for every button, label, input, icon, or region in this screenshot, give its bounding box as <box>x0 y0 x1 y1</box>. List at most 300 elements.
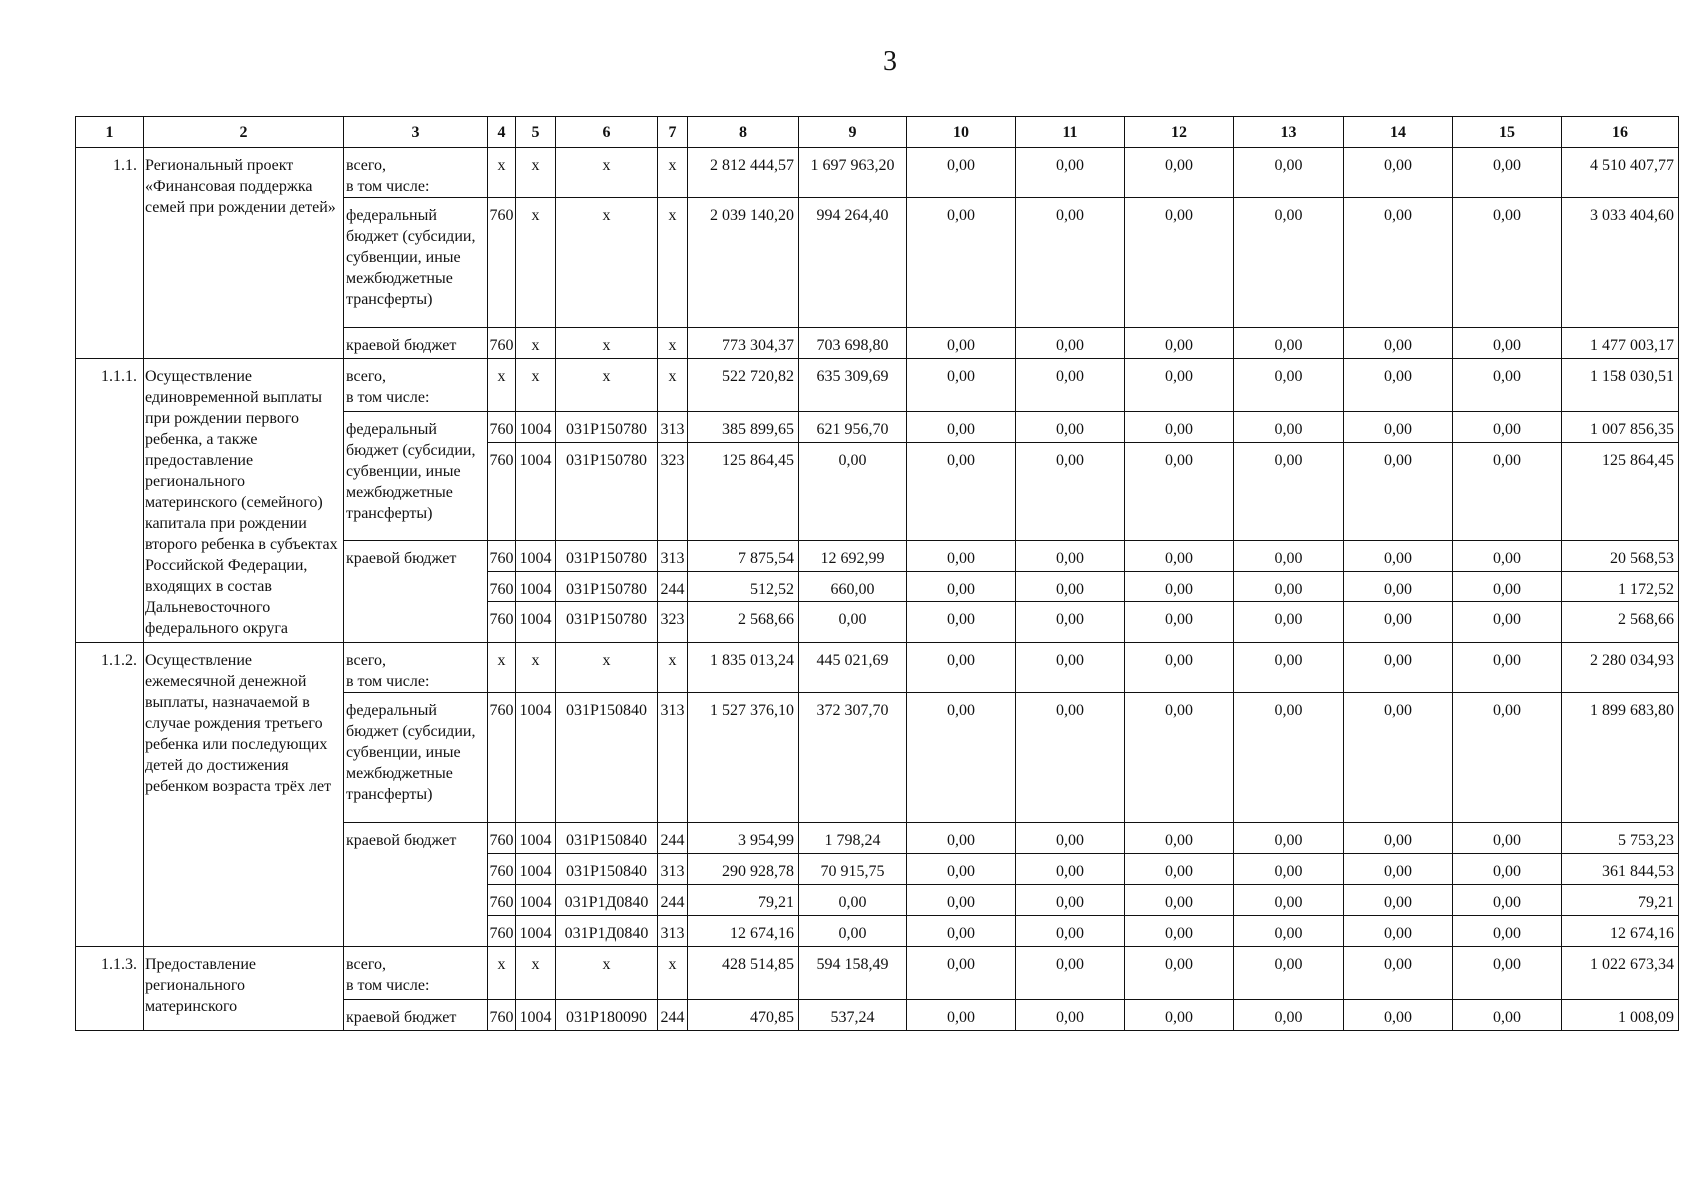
cell-c13 <box>1234 1000 1344 1031</box>
cell-c14 <box>1344 443 1453 541</box>
funding-source-text: краевой бюджет <box>346 337 457 354</box>
cell-csr <box>556 412 658 443</box>
cell-c14-text: 0,00 <box>1384 207 1412 224</box>
cell-c16-text: 1 008,09 <box>1618 1009 1674 1026</box>
cell-c13 <box>1234 885 1344 916</box>
cell-c11-text: 0,00 <box>1056 702 1084 719</box>
cell-c10-text: 0,00 <box>947 611 975 628</box>
cell-c13 <box>1234 947 1344 1000</box>
cell-c13 <box>1234 443 1344 541</box>
funding-source <box>344 541 488 643</box>
cell-c13-text: 0,00 <box>1274 956 1303 973</box>
cell-c11-text: 0,00 <box>1056 581 1084 598</box>
cell-c11 <box>1016 854 1125 885</box>
cell-c8-text: 428 514,85 <box>722 956 794 973</box>
cell-rzpr <box>516 412 556 443</box>
cell-csr <box>556 823 658 854</box>
cell-grbs-text: 760 <box>489 550 514 567</box>
cell-c16 <box>1562 693 1679 823</box>
cell-csr-text: 031P150840 <box>566 832 647 849</box>
cell-c14 <box>1344 947 1453 1000</box>
cell-c15-text: 0,00 <box>1493 652 1521 669</box>
cell-c8 <box>688 947 799 1000</box>
column-header-3: 3 <box>344 117 488 148</box>
cell-rzpr-text: 1004 <box>519 421 552 438</box>
cell-c15-text: 0,00 <box>1493 581 1521 598</box>
cell-c14 <box>1344 359 1453 412</box>
cell-vr <box>658 916 688 947</box>
column-header-15: 15 <box>1453 117 1562 148</box>
cell-c9-text: 1 697 963,20 <box>810 157 895 174</box>
cell-c16-text: 79,21 <box>1638 894 1674 911</box>
cell-vr-text: 313 <box>660 702 685 719</box>
cell-c11 <box>1016 359 1125 412</box>
cell-c16-text: 1 899 683,80 <box>1590 702 1674 719</box>
cell-c11 <box>1016 947 1125 1000</box>
section-number <box>76 643 144 947</box>
cell-rzpr-text: 1004 <box>519 550 552 567</box>
cell-c14-text: 0,00 <box>1384 550 1412 567</box>
cell-c14-text: 0,00 <box>1384 337 1412 354</box>
cell-c8-text: 2 039 140,20 <box>710 207 794 224</box>
cell-c14 <box>1344 412 1453 443</box>
cell-grbs <box>488 328 516 359</box>
funding-source <box>344 328 488 359</box>
cell-c9-text: 594 158,49 <box>816 956 889 973</box>
cell-rzpr <box>516 572 556 602</box>
cell-c13 <box>1234 854 1344 885</box>
cell-c11-text: 0,00 <box>1056 863 1084 880</box>
cell-c10 <box>907 916 1016 947</box>
cell-c13-text: 0,00 <box>1274 863 1303 880</box>
cell-c12 <box>1125 359 1234 412</box>
cell-c15 <box>1453 947 1562 1000</box>
cell-c9-text: 445 021,69 <box>816 652 889 669</box>
cell-c12 <box>1125 916 1234 947</box>
cell-c8-text: 2 812 444,57 <box>710 157 794 174</box>
cell-csr <box>556 602 658 643</box>
funding-source-text: федеральный бюджет (субсидии, субвенции, иные межбюджетные трансферты) <box>346 702 476 803</box>
cell-c14 <box>1344 328 1453 359</box>
cell-csr <box>556 643 658 693</box>
cell-c11-text: 0,00 <box>1056 832 1084 849</box>
cell-grbs-text: 760 <box>489 1009 514 1026</box>
cell-c9-text: 0,00 <box>838 925 867 942</box>
cell-c13 <box>1234 541 1344 572</box>
cell-c11-text: 0,00 <box>1056 1009 1084 1026</box>
cell-c13 <box>1234 198 1344 328</box>
cell-c15 <box>1453 443 1562 541</box>
cell-c12 <box>1125 412 1234 443</box>
cell-grbs <box>488 359 516 412</box>
cell-rzpr <box>516 602 556 643</box>
cell-c11-text: 0,00 <box>1056 550 1084 567</box>
cell-c13-text: 0,00 <box>1274 421 1303 438</box>
cell-grbs-text: 760 <box>489 702 514 719</box>
cell-vr <box>658 643 688 693</box>
cell-vr-text: x <box>668 337 677 354</box>
cell-c12-text: 0,00 <box>1165 421 1193 438</box>
cell-c8 <box>688 359 799 412</box>
cell-c8 <box>688 643 799 693</box>
cell-grbs <box>488 602 516 643</box>
cell-c8-text: 12 674,16 <box>730 925 794 942</box>
cell-c13-text: 0,00 <box>1274 1009 1303 1026</box>
cell-rzpr <box>516 947 556 1000</box>
cell-c10-text: 0,00 <box>947 652 975 669</box>
cell-c9 <box>799 947 907 1000</box>
table-body <box>76 148 1679 1031</box>
cell-vr <box>658 359 688 412</box>
cell-c11 <box>1016 443 1125 541</box>
cell-csr-text: x <box>602 956 611 973</box>
column-header-9: 9 <box>799 117 907 148</box>
cell-c12 <box>1125 148 1234 198</box>
cell-rzpr-text: 1004 <box>519 702 552 719</box>
cell-c12 <box>1125 198 1234 328</box>
cell-c15-text: 0,00 <box>1493 1009 1521 1026</box>
cell-csr <box>556 148 658 198</box>
cell-c9-text: 660,00 <box>830 581 875 598</box>
cell-c15 <box>1453 1000 1562 1031</box>
cell-c11 <box>1016 643 1125 693</box>
cell-c14-text: 0,00 <box>1384 832 1412 849</box>
cell-rzpr <box>516 443 556 541</box>
cell-c12-text: 0,00 <box>1165 337 1193 354</box>
cell-c16-text: 1 158 030,51 <box>1590 368 1674 385</box>
cell-c12-text: 0,00 <box>1165 863 1193 880</box>
cell-c13-text: 0,00 <box>1274 652 1303 669</box>
cell-c12 <box>1125 854 1234 885</box>
cell-c14 <box>1344 602 1453 643</box>
cell-c12 <box>1125 693 1234 823</box>
cell-c15-text: 0,00 <box>1493 702 1521 719</box>
cell-c14-text: 0,00 <box>1384 702 1412 719</box>
cell-c10 <box>907 198 1016 328</box>
cell-vr <box>658 885 688 916</box>
cell-c10 <box>907 572 1016 602</box>
cell-c14-text: 0,00 <box>1384 894 1412 911</box>
cell-csr <box>556 693 658 823</box>
cell-c10-text: 0,00 <box>947 702 975 719</box>
cell-csr <box>556 198 658 328</box>
cell-c11 <box>1016 885 1125 916</box>
cell-vr <box>658 693 688 823</box>
cell-c8-text: 125 864,45 <box>722 452 794 469</box>
funding-source <box>344 198 488 328</box>
cell-rzpr <box>516 148 556 198</box>
section-name-text: Осуществление ежемесячной денежной выплаты, назначаемой в случае рождения третьего ребенка или последующих детей до достижения ребенком возраста трёх лет <box>145 652 332 795</box>
cell-c14-text: 0,00 <box>1384 1009 1412 1026</box>
cell-c12 <box>1125 541 1234 572</box>
cell-grbs <box>488 412 516 443</box>
cell-c9 <box>799 541 907 572</box>
cell-c10 <box>907 693 1016 823</box>
cell-csr <box>556 916 658 947</box>
cell-c14-text: 0,00 <box>1384 157 1412 174</box>
cell-c12-text: 0,00 <box>1165 652 1193 669</box>
cell-vr <box>658 572 688 602</box>
cell-c8-text: 470,85 <box>750 1009 794 1026</box>
cell-c15 <box>1453 541 1562 572</box>
column-header-13: 13 <box>1234 117 1344 148</box>
cell-c11 <box>1016 693 1125 823</box>
page-number: 3 <box>883 46 897 77</box>
cell-c16-text: 20 568,53 <box>1610 550 1674 567</box>
cell-rzpr-text: 1004 <box>519 581 552 598</box>
cell-c9-text: 70 915,75 <box>820 863 885 880</box>
funding-source <box>344 823 488 947</box>
cell-c15-text: 0,00 <box>1493 207 1521 224</box>
cell-c10-text: 0,00 <box>947 157 975 174</box>
cell-c12 <box>1125 823 1234 854</box>
cell-grbs-text: 760 <box>489 581 514 598</box>
cell-c9 <box>799 643 907 693</box>
cell-c10 <box>907 359 1016 412</box>
cell-c15-text: 0,00 <box>1493 550 1521 567</box>
cell-c14 <box>1344 643 1453 693</box>
cell-c13 <box>1234 328 1344 359</box>
cell-grbs <box>488 541 516 572</box>
cell-vr-text: 244 <box>660 1009 685 1026</box>
cell-vr <box>658 443 688 541</box>
cell-c10 <box>907 643 1016 693</box>
cell-c10 <box>907 602 1016 643</box>
cell-c11-text: 0,00 <box>1056 368 1084 385</box>
cell-csr <box>556 359 658 412</box>
cell-rzpr <box>516 854 556 885</box>
cell-c10-text: 0,00 <box>947 368 975 385</box>
cell-c9 <box>799 823 907 854</box>
cell-c15 <box>1453 412 1562 443</box>
funding-source-text: краевой бюджет <box>346 550 457 567</box>
cell-c15-text: 0,00 <box>1493 894 1521 911</box>
cell-rzpr <box>516 693 556 823</box>
cell-vr-text: x <box>668 652 677 669</box>
cell-c9 <box>799 198 907 328</box>
cell-rzpr <box>516 328 556 359</box>
cell-vr-text: 323 <box>660 611 685 628</box>
cell-c10 <box>907 443 1016 541</box>
cell-c13 <box>1234 823 1344 854</box>
cell-vr <box>658 947 688 1000</box>
cell-c8 <box>688 198 799 328</box>
cell-rzpr-text: x <box>531 652 540 669</box>
funding-source <box>344 947 488 1000</box>
cell-c16 <box>1562 854 1679 885</box>
cell-c15-text: 0,00 <box>1493 452 1521 469</box>
cell-c9 <box>799 916 907 947</box>
cell-c12-text: 0,00 <box>1165 581 1193 598</box>
cell-c16-text: 3 033 404,60 <box>1590 207 1674 224</box>
funding-source-text: всего, в том числе: <box>346 652 430 690</box>
cell-c15 <box>1453 885 1562 916</box>
cell-c15 <box>1453 916 1562 947</box>
cell-c13 <box>1234 412 1344 443</box>
cell-c8-text: 7 875,54 <box>738 550 794 567</box>
cell-c9-text: 0,00 <box>838 611 867 628</box>
cell-c9 <box>799 443 907 541</box>
cell-c9 <box>799 693 907 823</box>
cell-c10-text: 0,00 <box>947 207 975 224</box>
cell-rzpr-text: x <box>531 368 540 385</box>
cell-c14 <box>1344 1000 1453 1031</box>
cell-c8-text: 290 928,78 <box>722 863 794 880</box>
section-number <box>76 148 144 359</box>
cell-c8-text: 79,21 <box>758 894 794 911</box>
cell-c12-text: 0,00 <box>1165 157 1193 174</box>
cell-c8 <box>688 823 799 854</box>
cell-c16 <box>1562 916 1679 947</box>
cell-c10 <box>907 412 1016 443</box>
cell-vr <box>658 148 688 198</box>
cell-c16 <box>1562 328 1679 359</box>
cell-csr-text: 031P150780 <box>566 452 647 469</box>
cell-c10-text: 0,00 <box>947 925 975 942</box>
cell-c13-text: 0,00 <box>1274 550 1303 567</box>
cell-c13-text: 0,00 <box>1274 702 1303 719</box>
cell-c13-text: 0,00 <box>1274 611 1303 628</box>
cell-c11-text: 0,00 <box>1056 894 1084 911</box>
cell-c12 <box>1125 885 1234 916</box>
cell-rzpr <box>516 823 556 854</box>
section-number <box>76 947 144 1031</box>
funding-source <box>344 643 488 693</box>
cell-c16-text: 5 753,23 <box>1618 832 1674 849</box>
cell-c12-text: 0,00 <box>1165 368 1193 385</box>
cell-c11 <box>1016 148 1125 198</box>
cell-c15 <box>1453 328 1562 359</box>
funding-source-text: краевой бюджет <box>346 832 457 849</box>
cell-c9-text: 12 692,99 <box>820 550 885 567</box>
cell-grbs-text: 760 <box>489 863 514 880</box>
cell-grbs-text: 760 <box>489 337 514 354</box>
cell-c16-text: 1 172,52 <box>1618 581 1674 598</box>
cell-grbs <box>488 854 516 885</box>
cell-c16-text: 361 844,53 <box>1602 863 1674 880</box>
column-header-16: 16 <box>1562 117 1679 148</box>
cell-vr <box>658 1000 688 1031</box>
cell-c13 <box>1234 693 1344 823</box>
cell-csr-text: x <box>602 368 611 385</box>
funding-source-text: всего, в том числе: <box>346 956 430 994</box>
cell-c15-text: 0,00 <box>1493 337 1521 354</box>
cell-grbs <box>488 947 516 1000</box>
cell-c8 <box>688 443 799 541</box>
cell-grbs-text: 760 <box>489 894 514 911</box>
cell-c9-text: 994 264,40 <box>816 207 889 224</box>
cell-c11 <box>1016 823 1125 854</box>
cell-csr-text: 031P1Д0840 <box>564 894 649 911</box>
cell-csr-text: 031P150780 <box>566 550 647 567</box>
cell-c11 <box>1016 572 1125 602</box>
cell-vr-text: x <box>668 157 677 174</box>
cell-grbs-text: x <box>497 368 506 385</box>
cell-grbs-text: x <box>497 956 506 973</box>
cell-c11 <box>1016 602 1125 643</box>
cell-grbs <box>488 823 516 854</box>
funding-source <box>344 148 488 198</box>
cell-csr-text: 031P150840 <box>566 863 647 880</box>
cell-c9-text: 703 698,80 <box>816 337 889 354</box>
cell-c8-text: 3 954,99 <box>738 832 794 849</box>
column-header-1: 1 <box>76 117 144 148</box>
column-header-11: 11 <box>1016 117 1125 148</box>
cell-c15 <box>1453 693 1562 823</box>
cell-grbs <box>488 198 516 328</box>
cell-csr-text: 031P150780 <box>566 581 647 598</box>
cell-c13 <box>1234 148 1344 198</box>
cell-c11-text: 0,00 <box>1056 956 1084 973</box>
cell-csr-text: x <box>602 157 611 174</box>
table-row <box>76 643 1679 693</box>
cell-csr <box>556 328 658 359</box>
cell-c16 <box>1562 198 1679 328</box>
cell-c12 <box>1125 947 1234 1000</box>
cell-c8 <box>688 854 799 885</box>
cell-c12 <box>1125 328 1234 359</box>
cell-c11 <box>1016 328 1125 359</box>
cell-vr-text: x <box>668 368 677 385</box>
cell-c14 <box>1344 148 1453 198</box>
cell-vr <box>658 198 688 328</box>
cell-c12 <box>1125 443 1234 541</box>
funding-source-text: всего, в том числе: <box>346 368 430 406</box>
cell-c9-text: 621 956,70 <box>816 421 889 438</box>
cell-vr-text: x <box>668 956 677 973</box>
cell-c12 <box>1125 572 1234 602</box>
cell-c16-text: 4 510 407,77 <box>1590 157 1674 174</box>
cell-c9 <box>799 328 907 359</box>
cell-c12-text: 0,00 <box>1165 452 1193 469</box>
cell-vr-text: 313 <box>660 421 685 438</box>
cell-rzpr-text: 1004 <box>519 452 552 469</box>
column-header-10: 10 <box>907 117 1016 148</box>
cell-c12-text: 0,00 <box>1165 702 1193 719</box>
cell-c13-text: 0,00 <box>1274 368 1303 385</box>
cell-grbs <box>488 916 516 947</box>
cell-c8-text: 512,52 <box>750 581 794 598</box>
cell-c10-text: 0,00 <box>947 863 975 880</box>
cell-c13 <box>1234 916 1344 947</box>
cell-grbs-text: 760 <box>489 421 514 438</box>
cell-c9 <box>799 885 907 916</box>
cell-c16 <box>1562 359 1679 412</box>
cell-c10-text: 0,00 <box>947 581 975 598</box>
cell-c16 <box>1562 643 1679 693</box>
section-name-text: Предоставление регионального материнского <box>145 956 257 1015</box>
cell-grbs <box>488 643 516 693</box>
cell-csr <box>556 1000 658 1031</box>
cell-c12-text: 0,00 <box>1165 1009 1193 1026</box>
cell-c15 <box>1453 823 1562 854</box>
cell-grbs-text: 760 <box>489 207 514 224</box>
cell-c8-text: 522 720,82 <box>722 368 794 385</box>
cell-c13-text: 0,00 <box>1274 925 1303 942</box>
cell-c14 <box>1344 572 1453 602</box>
section-number-text: 1.1. <box>113 157 137 174</box>
cell-grbs-text: 760 <box>489 452 514 469</box>
cell-vr-text: 244 <box>660 832 685 849</box>
cell-c14-text: 0,00 <box>1384 452 1412 469</box>
cell-c15 <box>1453 572 1562 602</box>
cell-c9 <box>799 412 907 443</box>
cell-csr-text: 031P150840 <box>566 702 647 719</box>
cell-c16 <box>1562 572 1679 602</box>
cell-c10 <box>907 328 1016 359</box>
cell-vr <box>658 412 688 443</box>
cell-rzpr <box>516 541 556 572</box>
